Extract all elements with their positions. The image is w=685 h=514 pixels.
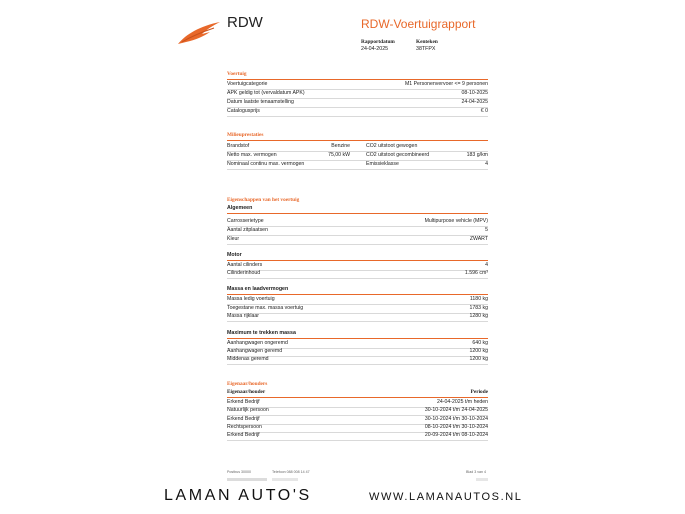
section-title-environment: Milieuprestaties	[227, 132, 264, 138]
footer-faded-line	[227, 478, 267, 481]
row-value: 640 kg	[472, 340, 488, 346]
row-value: 08-10-2024 t/m 30-10-2024	[424, 424, 488, 430]
table-row	[227, 269, 488, 279]
row-value: 24-04-2025 t/m heden	[436, 399, 488, 405]
row-label: Rechtspersoon	[227, 424, 262, 430]
row-label: Kleur	[227, 236, 240, 242]
row-label: Nominaal continu max. vermogen	[227, 161, 305, 167]
row-label: Carrosserietype	[227, 218, 264, 224]
laman-autos-logo	[164, 487, 312, 505]
row-value: € 0	[480, 108, 488, 114]
row-label: Netto max. vermogen	[227, 152, 277, 158]
laman-url: WWW.LAMANAUTOS.NL	[369, 491, 523, 503]
table-row	[227, 235, 488, 245]
row-label: Middenas geremd	[227, 356, 269, 362]
table-row	[227, 312, 488, 322]
row-label: Erkend Bedrijf	[227, 399, 260, 405]
row-value: 4	[485, 262, 488, 268]
owners-header-period: Periode	[470, 389, 488, 395]
section-title-vehicle: Voertuig	[227, 71, 247, 77]
row-value: Benzine	[331, 143, 350, 149]
table-row	[227, 107, 488, 117]
row-value-2: 183 g/km	[466, 152, 488, 158]
table-row	[227, 160, 488, 170]
section-divider	[227, 213, 488, 214]
footer-address: Postbus 30000	[227, 470, 251, 474]
subsection-title-mass: Massa en laadvermogen	[227, 286, 289, 292]
row-label: Voertuigcategorie	[227, 81, 268, 87]
section-divider	[227, 140, 488, 141]
brand-name: RDW	[227, 14, 263, 31]
section-title-owners: Eigenaar/houders	[227, 381, 268, 387]
row-label: Brandstof	[227, 143, 250, 149]
row-label: Datum laatste tenaamstelling	[227, 99, 294, 105]
row-label: Catalogusprijs	[227, 108, 260, 114]
rdw-logo-icon	[176, 20, 222, 46]
owners-header-owner: Eigenaar/houder	[227, 389, 266, 395]
row-value: 1180 kg	[469, 296, 488, 302]
row-value: 30-10-2024 t/m 30-10-2024	[424, 416, 488, 422]
row-label-2: CO2 uitstoot gewogen	[366, 143, 418, 149]
row-value: 1200 kg	[469, 356, 488, 362]
row-value: ZWART	[469, 236, 488, 242]
row-value: 1200 kg	[469, 348, 488, 354]
footer-faded-line	[272, 478, 298, 481]
report-date: 24-04-2025	[361, 46, 389, 52]
table-row	[227, 431, 488, 441]
row-label: Erkend Bedrijf	[227, 432, 260, 438]
row-value-2: 4	[485, 161, 488, 167]
row-label: Cilinderinhoud	[227, 270, 261, 276]
laman-autos-text: LAMAN AUTO'S	[164, 487, 312, 504]
row-label: Massa ledig voertuig	[227, 296, 275, 302]
row-value: 5	[485, 227, 488, 233]
row-value: M1 Personenvervoer <= 9 personen	[404, 81, 488, 87]
row-label: Massa rijklaar	[227, 313, 259, 319]
row-label: APK geldig tot (vervaldatum APK)	[227, 90, 305, 96]
row-value: Multipurpose vehicle (MPV)	[424, 218, 488, 224]
row-label-2: CO2 uitstoot gecombineerd	[366, 152, 430, 158]
row-value: 08-10-2025	[461, 90, 488, 96]
row-value: 30-10-2024 t/m 24-04-2025	[424, 407, 488, 413]
report-date-label: Rapportdatum	[361, 39, 395, 45]
subsection-title-towing: Maximum te trekken massa	[227, 330, 296, 336]
row-label: Aanhangwagen geremd	[227, 348, 283, 354]
plate-number: 38TFPX	[416, 46, 436, 52]
row-label: Toegestane max. massa voertuig	[227, 305, 304, 311]
row-value: 75,00 kW	[328, 152, 350, 158]
row-value: 1.596 cm³	[464, 270, 488, 276]
subsection-title-general: Algemeen	[227, 205, 253, 211]
row-label: Erkend Bedrijf	[227, 416, 260, 422]
row-label: Aantal cilinders	[227, 262, 263, 268]
footer-phone: Telefoon 088 008 14 47	[272, 470, 310, 474]
footer-faded-line	[476, 478, 488, 481]
row-value: 1280 kg	[469, 313, 488, 319]
subsection-title-engine: Motor	[227, 252, 242, 258]
footer-page: Blad 3 van 4	[466, 470, 486, 474]
row-value: 24-04-2025	[461, 99, 488, 105]
table-row	[227, 355, 488, 365]
plate-label: Kenteken	[416, 39, 438, 45]
row-label: Aanhangwagen ongeremd	[227, 340, 288, 346]
report-title: RDW-Voertuigrapport	[361, 17, 476, 31]
row-label: Aantal zitplaatsen	[227, 227, 268, 233]
section-title-properties: Eigenschappen van het voertuig	[227, 197, 300, 203]
row-label-2: Emissieklasse	[366, 161, 399, 167]
row-value: 20-09-2024 t/m 08-10-2024	[424, 432, 488, 438]
row-value: 1783 kg	[469, 305, 488, 311]
row-label: Natuurlijk persoon	[227, 407, 269, 413]
